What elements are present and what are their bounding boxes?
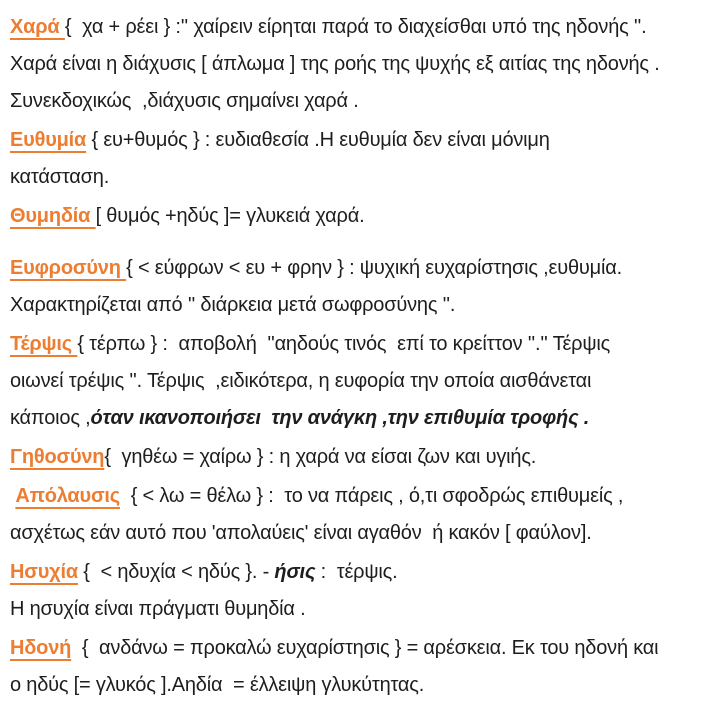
body-text: κάποιος , <box>10 407 91 429</box>
body-text: { γηθέω = χαίρω } : η χαρά να είσαι ζων και υγιής. <box>104 446 537 468</box>
paragraph-euthymia <box>10 122 703 196</box>
headword: Ευθυμία <box>10 129 87 151</box>
body-text: { ανδάνω = προκαλώ ευχαρίστησις } = αρέσκεια. Εκ του ηδονή και <box>71 637 659 659</box>
body-text: { τέρπω } : αποβολή ''αηδούς τινός επί το κρείττον ''.'' Τέρψις <box>77 333 611 355</box>
headword: Θυμηδία <box>10 205 96 227</box>
headword: Γηθοσύνη <box>10 446 105 468</box>
text-line <box>10 198 703 235</box>
body-text: { < ηδυχία < ηδύς }. - <box>77 561 275 583</box>
text-line <box>10 478 703 515</box>
body-text: Χαρά είναι η διάχυσις [ άπλωμα ] της ροής της ψυχής εξ αιτίας της ηδονής . <box>10 53 660 75</box>
text-line <box>10 630 703 667</box>
text-line <box>10 439 703 476</box>
body-text: Η ησυχία είναι πράγματι θυμηδία . <box>10 598 306 620</box>
emphasis-text: ήσις <box>274 561 316 583</box>
paragraph-chara <box>10 9 703 120</box>
text-line <box>10 400 703 437</box>
paragraph-githosyni <box>10 439 703 476</box>
text-line <box>10 667 703 704</box>
body-text: κατάσταση. <box>10 166 110 188</box>
body-text: { χα + ρέει } :'' χαίρειν είρηται παρά το διαχείσθαι υπό της ηδονής ''. <box>64 16 647 38</box>
body-text: οιωνεί τρέψις ''. Τέρψις ,ειδικότερα, η ευφορία την οποία αισθάνεται <box>10 370 592 392</box>
body-text: { < λω = θέλω } : το να πάρεις , ό,τι σφοδρώς επιθυμείς , <box>120 485 624 507</box>
body-text: Χαρακτηρίζεται από '' διάρκεια μετά σωφροσύνης ''. <box>10 294 456 316</box>
paragraph-apolausis <box>10 478 703 552</box>
text-line <box>10 46 703 83</box>
body-text: ασχέτως εάν αυτό που 'απολαύεις' είναι αγαθόν ή κακόν [ φαύλον]. <box>10 522 592 544</box>
body-text: : τέρψις. <box>315 561 398 583</box>
text-line <box>10 363 703 400</box>
headword: Ηδονή <box>10 637 72 659</box>
paragraph-idoni <box>10 630 703 704</box>
text-line <box>10 83 703 120</box>
body-text: Συνεκδοχικώς ,διάχυσις σημαίνει χαρά . <box>10 90 359 112</box>
emphasis-text: όταν ικανοποιήσει την ανάγκη ,την επιθυμία τροφής . <box>90 407 590 429</box>
headword: Ευφροσύνη <box>10 257 127 279</box>
headword: Ησυχία <box>10 561 78 583</box>
text-line <box>10 554 703 591</box>
text-line <box>10 122 703 159</box>
paragraph-terpsis <box>10 326 703 437</box>
paragraph-isychia <box>10 554 703 628</box>
text-line <box>10 591 703 628</box>
paragraph-euphrosyni <box>10 250 703 324</box>
headword: Τέρψις <box>10 333 78 355</box>
body-text: { ευ+θυμός } : ευδιαθεσία .Η ευθυμία δεν είναι μόνιμη <box>86 129 550 151</box>
text-line <box>10 159 703 196</box>
text-line <box>10 326 703 363</box>
headword: Χαρά <box>10 16 65 38</box>
body-text: { < εύφρων < ευ + φρην } : ψυχική ευχαρίστησις ,ευθυμία. <box>126 257 622 279</box>
text-line <box>10 287 703 324</box>
text-line <box>10 515 703 552</box>
headword: Απόλαυσις <box>15 485 120 507</box>
text-line <box>10 9 703 46</box>
paragraph-thymidia <box>10 198 703 235</box>
body-text: [ θυμός +ηδύς ]= γλυκειά χαρά. <box>95 205 365 227</box>
text-line <box>10 250 703 287</box>
body-text: ο ηδύς [= γλυκός ].Αηδία = έλλειψη γλυκύτητας. <box>10 674 425 696</box>
